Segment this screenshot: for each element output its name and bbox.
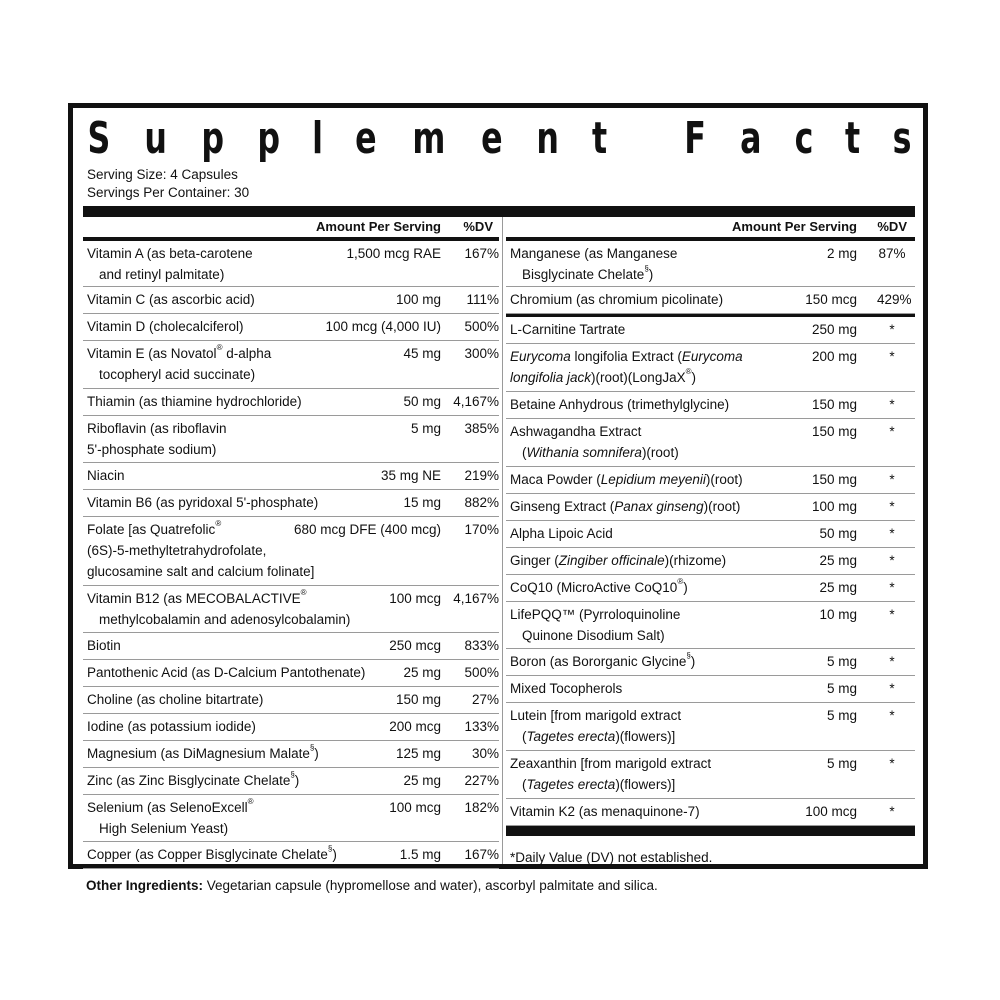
nutrient-name: Vitamin C (as ascorbic acid) (87, 292, 255, 307)
nutrient-amount: 250 mcg (389, 638, 441, 653)
nutrient-amount: 150 mg (395, 692, 441, 707)
nutrient-name: (6S)-5-methyltetrahydrofolate, (87, 543, 267, 558)
nutrient-name: Manganese (as Manganese (510, 246, 678, 261)
nutrient-name: Choline (as choline bitartrate) (87, 692, 264, 707)
nutrient-dv: * (889, 708, 895, 723)
nutrient-row (506, 521, 915, 548)
nutrient-row (506, 703, 915, 751)
nutrient-dv: 882% (464, 495, 499, 510)
nutrient-dv: 4,167% (453, 394, 499, 409)
nutrient-row (83, 416, 499, 463)
nutrient-name: Chromium (as chromium picolinate) (510, 292, 724, 307)
nutrient-name: Vitamin B6 (as pyridoxal 5'-phosphate) (87, 495, 319, 510)
nutrient-name: (Tagetes erecta)(flowers)] (522, 729, 676, 744)
nutrient-dv: 182% (464, 800, 499, 815)
nutrient-dv: 87% (878, 246, 906, 261)
amount-header: Amount Per Serving (732, 219, 857, 234)
nutrient-dv: 170% (464, 522, 499, 537)
nutrient-dv: 500% (464, 665, 499, 680)
nutrient-name: Alpha Lipoic Acid (510, 526, 613, 541)
nutrient-row (506, 287, 915, 314)
supplement-facts-panel (68, 103, 928, 869)
nutrient-amount: 680 mcg DFE (400 mcg) (293, 522, 441, 537)
nutrient-name: (Withania somnifera)(root) (522, 445, 679, 460)
nutrient-name: Iodine (as potassium iodide) (87, 719, 256, 734)
nutrient-dv: 385% (464, 421, 499, 436)
nutrient-amount: 100 mg (811, 499, 857, 514)
nutrient-dv: * (889, 499, 895, 514)
nutrient-amount: 15 mg (403, 495, 441, 510)
nutrient-name: Vitamin B12 (as MECOBALACTIVE® (87, 588, 307, 606)
nutrient-name: Zinc (as Zinc Bisglycinate Chelate§) (87, 770, 300, 788)
nutrient-row (83, 490, 499, 517)
nutrient-name: Thiamin (as thiamine hydrochloride) (87, 394, 302, 409)
nutrient-row (83, 842, 499, 869)
nutrient-name: Lutein [from marigold extract (510, 708, 682, 723)
servings-per-container: Servings Per Container: 30 (87, 185, 250, 200)
nutrient-name: Vitamin A (as beta-carotene (87, 246, 253, 261)
other-ingredients-text: Vegetarian capsule (hypromellose and water), ascorbyl palmitate and silica. (203, 878, 658, 893)
nutrient-name: Eurycoma longifolia Extract (Eurycoma (510, 349, 743, 364)
nutrient-name: Copper (as Copper Bisglycinate Chelate§) (87, 844, 337, 862)
nutrient-row (506, 317, 915, 344)
other-ingredients (86, 878, 658, 893)
nutrient-dv: * (889, 804, 895, 819)
nutrient-name: CoQ10 (MicroActive CoQ10®) (510, 577, 688, 595)
nutrient-amount: 5 mg (826, 756, 857, 771)
nutrient-dv: 219% (464, 468, 499, 483)
nutrient-dv: 167% (464, 246, 499, 261)
nutrient-name: and retinyl palmitate) (99, 267, 225, 282)
nutrient-row (83, 687, 499, 714)
nutrient-row (83, 714, 499, 741)
nutrient-amount: 1,500 mcg RAE (346, 246, 441, 261)
nutrient-name: Zeaxanthin [from marigold extract (510, 756, 712, 771)
nutrient-name: longifolia jack)(root)(LongJaX®) (510, 367, 696, 385)
nutrient-name: glucosamine salt and calcium folinate] (87, 564, 315, 579)
nutrient-name: Betaine Anhydrous (trimethylglycine) (510, 397, 730, 412)
nutrient-amount: 250 mg (811, 322, 857, 337)
nutrient-name: Bisglycinate Chelate§) (522, 264, 654, 282)
nutrient-name: Ginger (Zingiber officinale)(rhizome) (510, 553, 727, 568)
nutrient-name: Selenium (as SelenoExcell® (87, 797, 254, 815)
nutrient-amount: 125 mg (395, 746, 441, 761)
nutrient-name: Mixed Tocopherols (510, 681, 623, 696)
nutrient-row (83, 241, 499, 287)
nutrient-row (506, 494, 915, 521)
nutrient-dv: * (889, 681, 895, 696)
nutrient-name: (Tagetes erecta)(flowers)] (522, 777, 676, 792)
nutrient-amount: 25 mg (819, 553, 857, 568)
nutrient-name: Ashwagandha Extract (510, 424, 642, 439)
nutrient-row (83, 287, 499, 314)
nutrient-row (506, 392, 915, 419)
nutrient-dv: 429% (877, 292, 912, 307)
nutrient-dv: * (889, 397, 895, 412)
nutrient-row (83, 741, 499, 768)
nutrient-name: tocopheryl acid succinate) (99, 367, 256, 382)
right-column-header (506, 217, 915, 237)
nutrient-name: High Selenium Yeast) (99, 821, 229, 836)
nutrient-amount: 100 mcg (389, 800, 441, 815)
nutrient-name: Vitamin D (cholecalciferol) (87, 319, 244, 334)
nutrient-dv: * (889, 553, 895, 568)
nutrient-amount: 150 mg (811, 472, 857, 487)
nutrient-row (83, 768, 499, 795)
right-column (506, 217, 915, 876)
nutrient-amount: 5 mg (826, 708, 857, 723)
nutrient-dv: * (889, 424, 895, 439)
nutrient-amount: 5 mg (826, 654, 857, 669)
nutrient-row (506, 649, 915, 676)
nutrient-amount: 25 mg (403, 665, 441, 680)
nutrient-row (506, 241, 915, 287)
bottom-rule (506, 826, 915, 836)
nutrient-name: Biotin (87, 638, 121, 653)
other-ingredients-label: Other Ingredients: (86, 878, 204, 893)
right-ingredient-list (506, 317, 915, 826)
nutrient-amount: 200 mg (811, 349, 857, 364)
dv-header: %DV (463, 219, 493, 234)
nutrient-amount: 200 mcg (389, 719, 441, 734)
nutrient-amount: 150 mg (811, 397, 857, 412)
nutrient-row (506, 751, 915, 799)
nutrient-dv: * (889, 654, 895, 669)
nutrient-name: Niacin (87, 468, 125, 483)
dv-footnote: *Daily Value (DV) not established. (510, 850, 713, 865)
nutrient-row (506, 602, 915, 649)
nutrient-amount: 100 mcg (4,000 IU) (325, 319, 441, 334)
panel-title: S u p p l e m e n t F a c t s (87, 113, 912, 164)
nutrient-amount: 50 mg (403, 394, 441, 409)
nutrient-amount: 35 mg NE (380, 468, 441, 483)
nutrient-amount: 25 mg (403, 773, 441, 788)
nutrient-name: LifePQQ™ (Pyrroloquinoline (510, 607, 681, 622)
nutrient-dv: 27% (471, 692, 499, 707)
nutrient-name: 5'-phosphate sodium) (87, 442, 217, 457)
nutrient-name: methylcobalamin and adenosylcobalamin) (99, 612, 351, 627)
nutrient-name: Vitamin E (as Novatol® d-alpha (87, 343, 272, 361)
nutrient-name: Folate [as Quatrefolic® (87, 519, 222, 537)
nutrient-row (83, 660, 499, 687)
nutrient-row (83, 517, 499, 586)
nutrient-dv: * (889, 472, 895, 487)
nutrient-name: L-Carnitine Tartrate (510, 322, 626, 337)
nutrient-amount: 10 mg (819, 607, 857, 622)
nutrient-dv: 300% (464, 346, 499, 361)
nutrient-dv: 30% (471, 746, 499, 761)
nutrient-row (83, 463, 499, 490)
nutrient-dv: 227% (464, 773, 499, 788)
nutrient-amount: 1.5 mg (399, 847, 441, 862)
nutrient-name: Riboflavin (as riboflavin (87, 421, 227, 436)
serving-size: Serving Size: 4 Capsules (87, 167, 238, 182)
nutrient-amount: 100 mg (395, 292, 441, 307)
column-divider (502, 217, 503, 864)
nutrient-amount: 25 mg (819, 580, 857, 595)
nutrient-row (83, 389, 499, 416)
left-column (83, 217, 499, 869)
nutrient-amount: 150 mcg (805, 292, 857, 307)
nutrient-row (83, 795, 499, 842)
thick-rule (83, 206, 915, 217)
left-column-header (83, 217, 499, 237)
nutrient-dv: 833% (464, 638, 499, 653)
nutrient-amount: 5 mg (410, 421, 441, 436)
nutrient-dv: 500% (464, 319, 499, 334)
nutrient-row (506, 548, 915, 575)
nutrient-amount: 50 mg (819, 526, 857, 541)
nutrient-dv: 133% (464, 719, 499, 734)
nutrient-dv: 111% (466, 292, 499, 307)
nutrient-row (506, 676, 915, 703)
nutrient-amount: 45 mg (403, 346, 441, 361)
nutrient-name: Maca Powder (Lepidium meyenii)(root) (510, 472, 743, 487)
nutrient-row (506, 419, 915, 467)
left-nutrient-list (83, 241, 499, 869)
nutrient-amount: 5 mg (826, 681, 857, 696)
nutrient-amount: 2 mg (826, 246, 857, 261)
nutrient-row (506, 575, 915, 602)
nutrient-row (83, 586, 499, 633)
right-nutrient-list-dv (506, 241, 915, 314)
nutrient-row (83, 341, 499, 389)
amount-header: Amount Per Serving (316, 219, 441, 234)
nutrient-name: Pantothenic Acid (as D-Calcium Pantothenate) (87, 665, 366, 680)
nutrient-row (506, 799, 915, 826)
nutrient-name: Vitamin K2 (as menaquinone-7) (510, 804, 700, 819)
nutrient-name: Quinone Disodium Salt) (522, 628, 665, 643)
nutrient-dv: * (889, 607, 895, 622)
nutrient-name: Ginseng Extract (Panax ginseng)(root) (510, 499, 741, 514)
nutrient-name: Boron (as Bororganic Glycine§) (510, 651, 696, 669)
nutrient-row (83, 633, 499, 660)
nutrient-row (506, 344, 915, 392)
nutrient-amount: 100 mcg (389, 591, 441, 606)
nutrient-amount: 150 mg (811, 424, 857, 439)
nutrient-dv: 167% (464, 847, 499, 862)
nutrient-dv: * (889, 322, 895, 337)
nutrient-dv: * (889, 349, 895, 364)
nutrient-row (506, 467, 915, 494)
dv-header: %DV (877, 219, 907, 234)
nutrient-dv: * (889, 756, 895, 771)
nutrient-row (83, 314, 499, 341)
nutrient-name: Magnesium (as DiMagnesium Malate§) (87, 743, 319, 761)
nutrient-amount: 100 mcg (805, 804, 857, 819)
nutrient-dv: 4,167% (453, 591, 499, 606)
nutrient-dv: * (889, 580, 895, 595)
nutrient-dv: * (889, 526, 895, 541)
